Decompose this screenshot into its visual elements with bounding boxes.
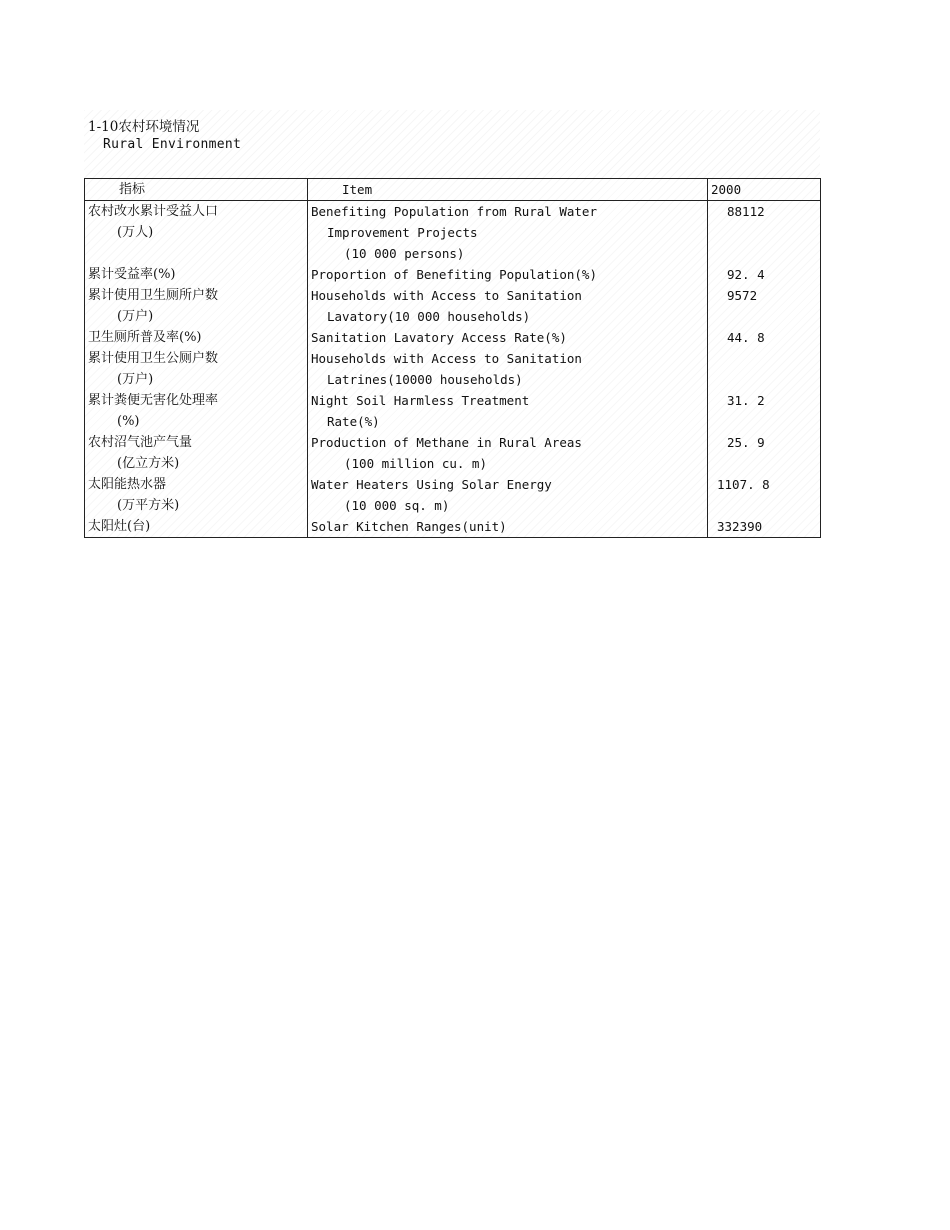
indicator-cell: 太阳能热水器: [85, 474, 308, 495]
table-row: [85, 411, 821, 432]
value-cell: 88112: [727, 204, 765, 219]
item-cell: Lavatory(10 000 households): [308, 306, 708, 327]
title-block: [84, 110, 820, 178]
value-cell: 92. 4: [727, 267, 765, 282]
indicator-cell: (万平方米): [85, 495, 308, 516]
indicator-cell: (%): [85, 411, 308, 432]
value-cell: [708, 306, 821, 327]
table-row: [85, 453, 821, 474]
value-cell: [708, 411, 821, 432]
indicator-cell: 累计使用卫生公厕户数: [85, 348, 308, 369]
item-cell: (10 000 sq. m): [308, 495, 708, 516]
value-cell: [708, 453, 821, 474]
indicator-cell: 太阳灶(台): [85, 516, 308, 538]
value-cell: [708, 348, 821, 369]
table-row: [85, 285, 821, 306]
indicator-cell: (万人): [85, 222, 308, 243]
indicator-cell: [85, 243, 308, 264]
header-year: 2000: [708, 179, 821, 201]
table-row: [85, 222, 821, 243]
value-cell: 9572: [727, 288, 758, 303]
value-cell: 25. 9: [727, 435, 765, 450]
header-indicator: 指标: [85, 179, 308, 201]
table-title-chinese: 1-10农村环境情况: [88, 119, 200, 135]
table-row: [85, 495, 821, 516]
table-row: [85, 390, 821, 411]
indicator-cell: 卫生厕所普及率(%): [85, 327, 308, 348]
item-cell: (10 000 persons): [308, 243, 708, 264]
item-cell: Water Heaters Using Solar Energy: [308, 474, 708, 495]
value-cell: [708, 369, 821, 390]
table-row: [85, 264, 821, 285]
indicator-cell: (万户): [85, 369, 308, 390]
table-row: [85, 306, 821, 327]
header-item: Item: [308, 179, 708, 201]
indicator-cell: (万户): [85, 306, 308, 327]
indicator-cell: (亿立方米): [85, 453, 308, 474]
header-row: [85, 179, 821, 201]
item-cell: Sanitation Lavatory Access Rate(%): [308, 327, 708, 348]
indicator-cell: 农村改水累计受益人口: [85, 201, 308, 223]
item-cell: Improvement Projects: [308, 222, 708, 243]
table-row: [85, 243, 821, 264]
value-cell: 31. 2: [727, 393, 765, 408]
indicator-cell: 累计使用卫生厕所户数: [85, 285, 308, 306]
item-cell: (100 million cu. m): [308, 453, 708, 474]
value-cell: [708, 495, 821, 516]
table-row: [85, 474, 821, 495]
table-title-english: Rural Environment: [103, 137, 242, 152]
item-cell: Benefiting Population from Rural Water: [308, 201, 708, 223]
indicator-cell: 累计粪便无害化处理率: [85, 390, 308, 411]
item-cell: Production of Methane in Rural Areas: [308, 432, 708, 453]
value-cell: 44. 8: [727, 330, 765, 345]
table-row: [85, 348, 821, 369]
table-row: [85, 516, 821, 538]
spreadsheet-sheet: [84, 110, 820, 538]
value-cell: 332390: [717, 519, 763, 534]
indicator-cell: 农村沼气池产气量: [85, 432, 308, 453]
indicator-cell: 累计受益率(%): [85, 264, 308, 285]
table-row: [85, 432, 821, 453]
item-cell: Night Soil Harmless Treatment: [308, 390, 708, 411]
item-cell: Solar Kitchen Ranges(unit): [308, 516, 708, 538]
item-cell: Proportion of Benefiting Population(%): [308, 264, 708, 285]
table-row: [85, 327, 821, 348]
item-cell: Households with Access to Sanitation: [308, 348, 708, 369]
rural-environment-table: [84, 178, 821, 538]
table-row: [85, 369, 821, 390]
table-row: [85, 201, 821, 223]
item-cell: Households with Access to Sanitation: [308, 285, 708, 306]
value-cell: [708, 243, 821, 264]
item-cell: Latrines(10000 households): [308, 369, 708, 390]
value-cell: [708, 222, 821, 243]
value-cell: 1107. 8: [717, 477, 770, 492]
item-cell: Rate(%): [308, 411, 708, 432]
